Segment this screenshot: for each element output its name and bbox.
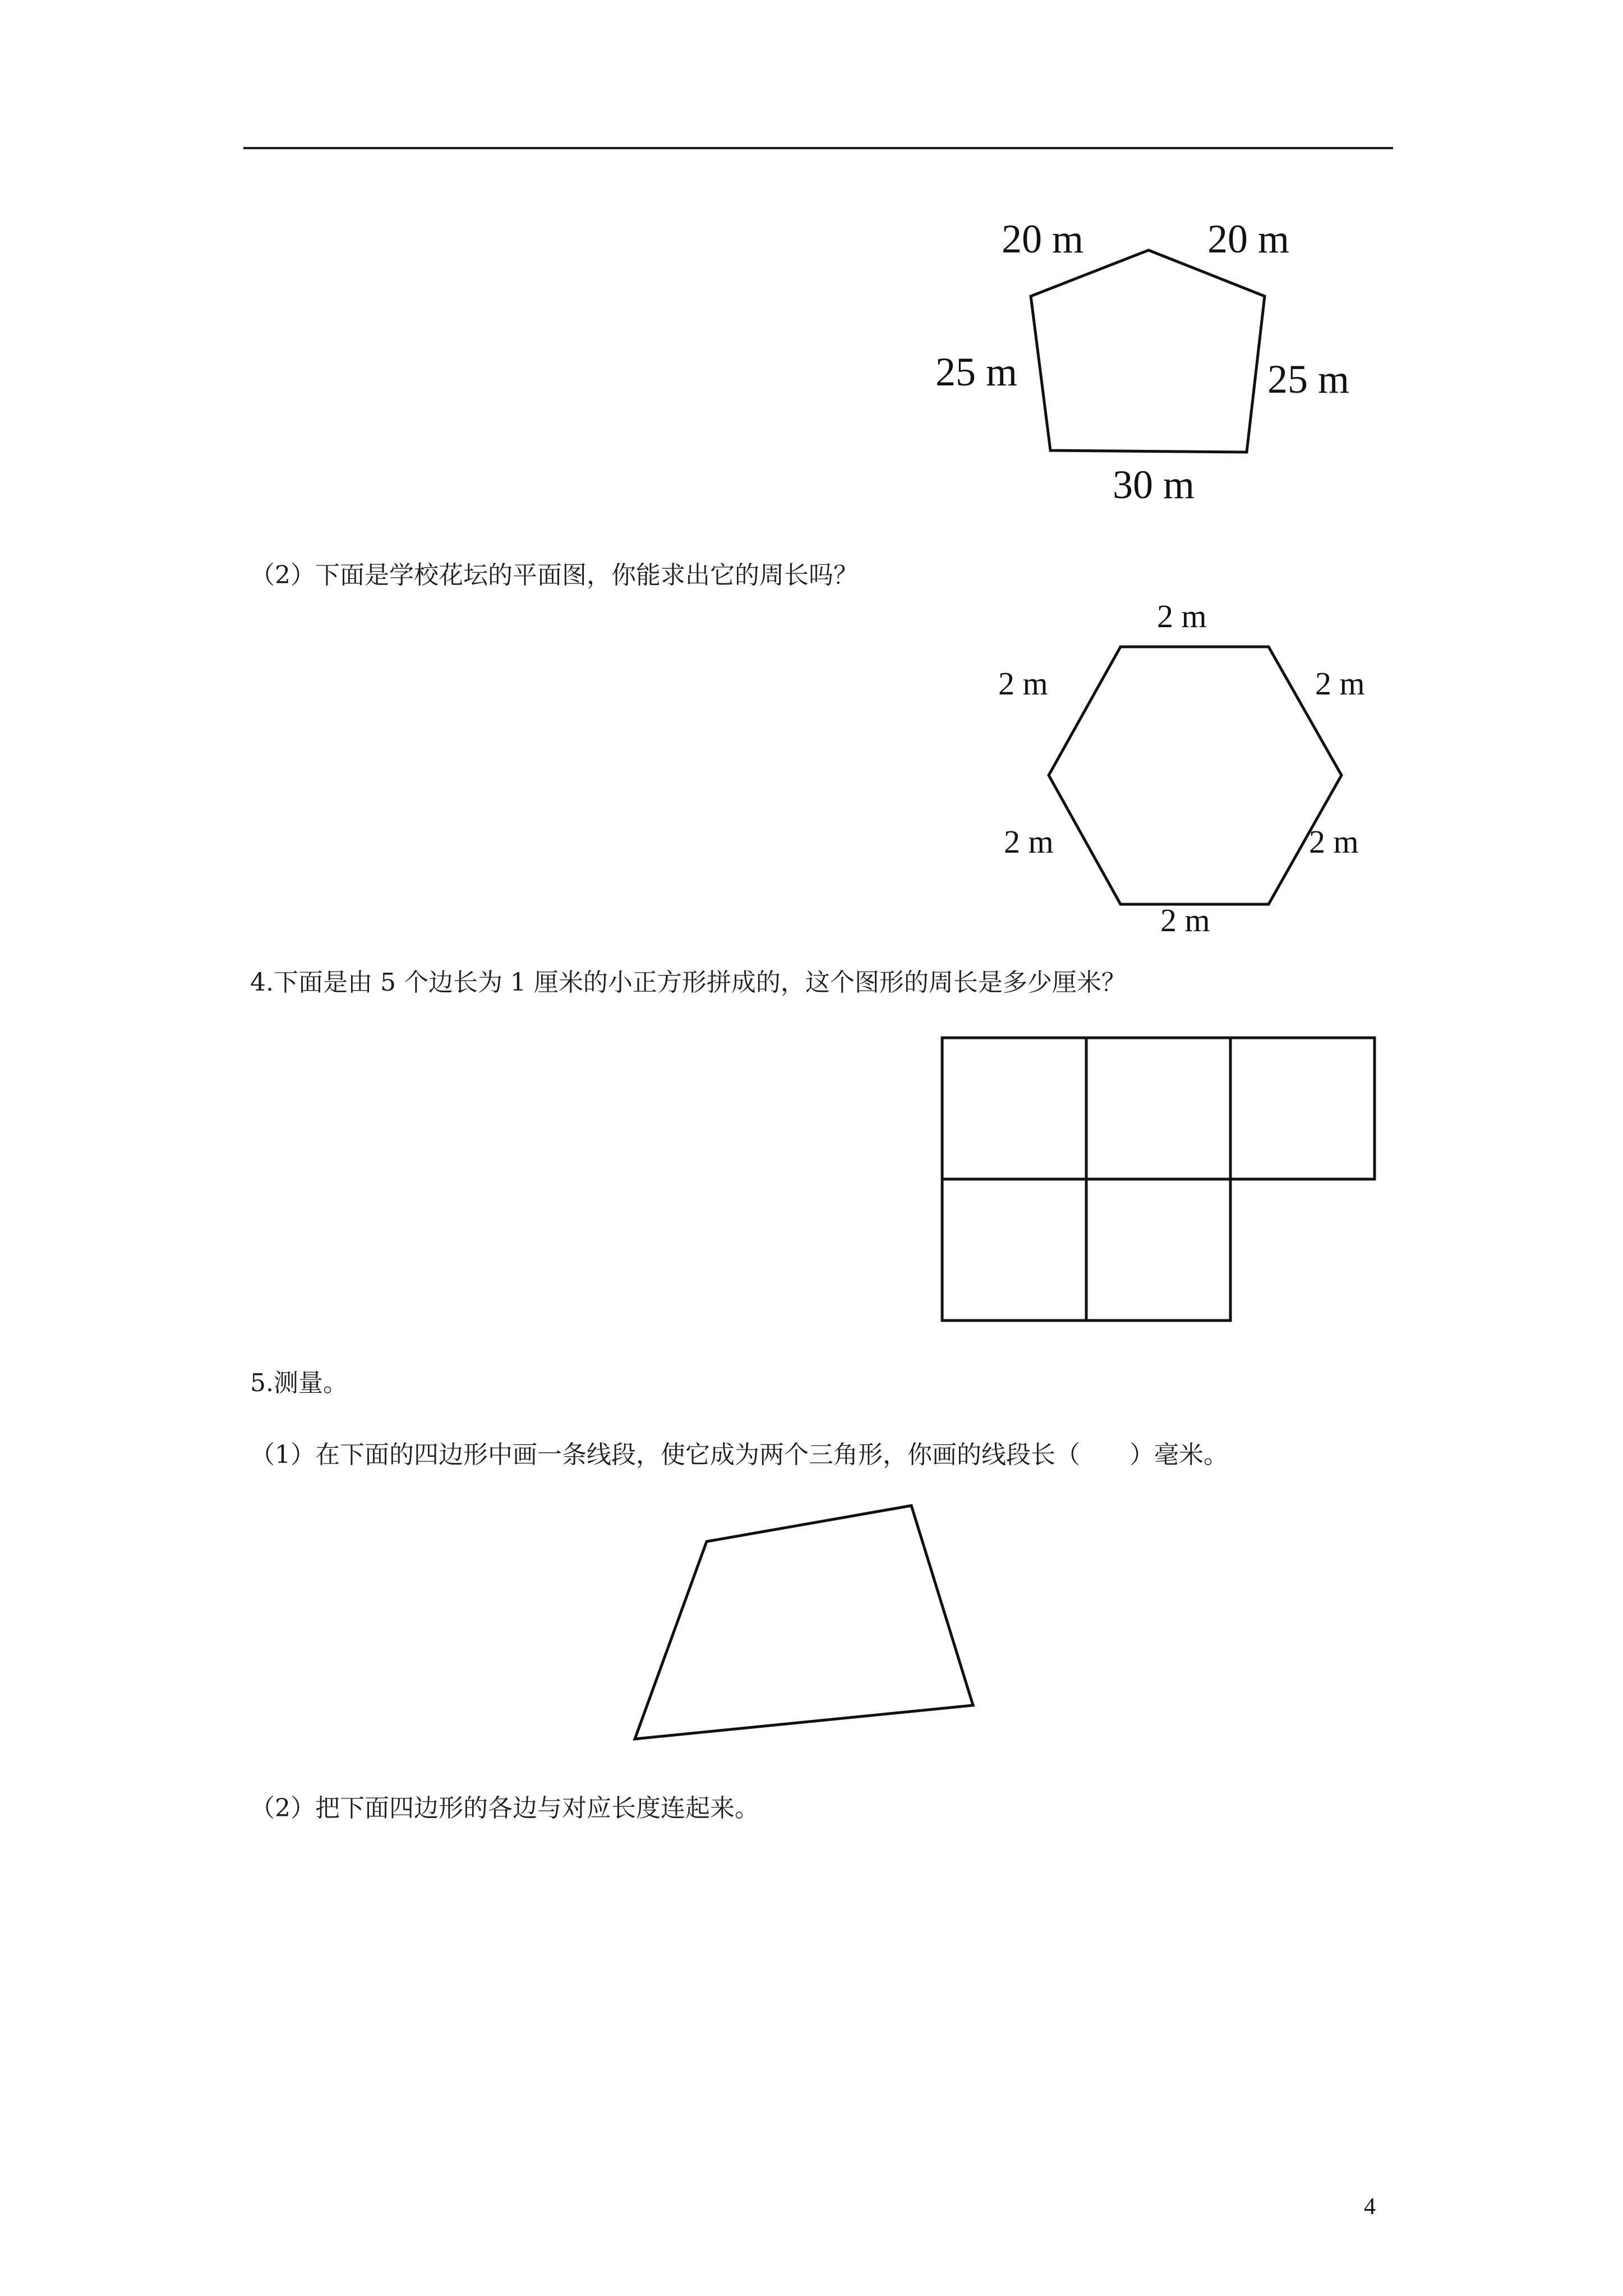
square-2 xyxy=(1086,1038,1230,1179)
square-3 xyxy=(1230,1038,1375,1179)
hexagon-shape xyxy=(1049,647,1341,904)
header-rule xyxy=(243,147,1393,149)
hexagon-label-bottom: 2 m xyxy=(1160,902,1210,938)
hexagon-label-lower-left: 2 m xyxy=(1004,823,1054,860)
quadrilateral-shape xyxy=(635,1506,973,1739)
page-number: 4 xyxy=(1364,2194,1376,2220)
pentagon-figure xyxy=(909,213,1413,527)
pentagon-label-right: 25 m xyxy=(1267,357,1350,402)
question-3-2: （2）下面是学校花坛的平面图，你能求出它的周长吗？ xyxy=(250,561,858,590)
hexagon-label-upper-right: 2 m xyxy=(1315,665,1365,702)
hexagon-label-upper-left: 2 m xyxy=(998,665,1048,702)
pentagon-label-bottom: 30 m xyxy=(1113,462,1195,507)
square-1 xyxy=(942,1038,1086,1179)
pentagon-shape xyxy=(1031,250,1265,452)
square-5 xyxy=(1086,1179,1230,1320)
square-4 xyxy=(942,1179,1086,1320)
pentagon-label-top-left: 20 m xyxy=(1002,217,1084,261)
five-squares-figure xyxy=(937,1032,1385,1329)
pentagon-label-top-right: 20 m xyxy=(1207,217,1290,261)
pentagon-label-left: 25 m xyxy=(935,349,1018,394)
quadrilateral-figure xyxy=(617,1492,998,1756)
question-4: 4.下面是由 5 个边长为 1 厘米的小正方形拼成的，这个图形的周长是多少厘米？ xyxy=(250,968,1126,997)
question-5-title: 5.测量。 xyxy=(250,1369,348,1397)
question-5-1: （1）在下面的四边形中画一条线段，使它成为两个三角形，你画的线段长（ ）毫米。 xyxy=(250,1441,1228,1469)
hexagon-label-lower-right: 2 m xyxy=(1309,823,1359,860)
question-5-2: （2）把下面四边形的各边与对应长度连起来。 xyxy=(250,1794,759,1823)
hexagon-figure xyxy=(987,595,1391,954)
hexagon-label-top: 2 m xyxy=(1157,598,1207,634)
